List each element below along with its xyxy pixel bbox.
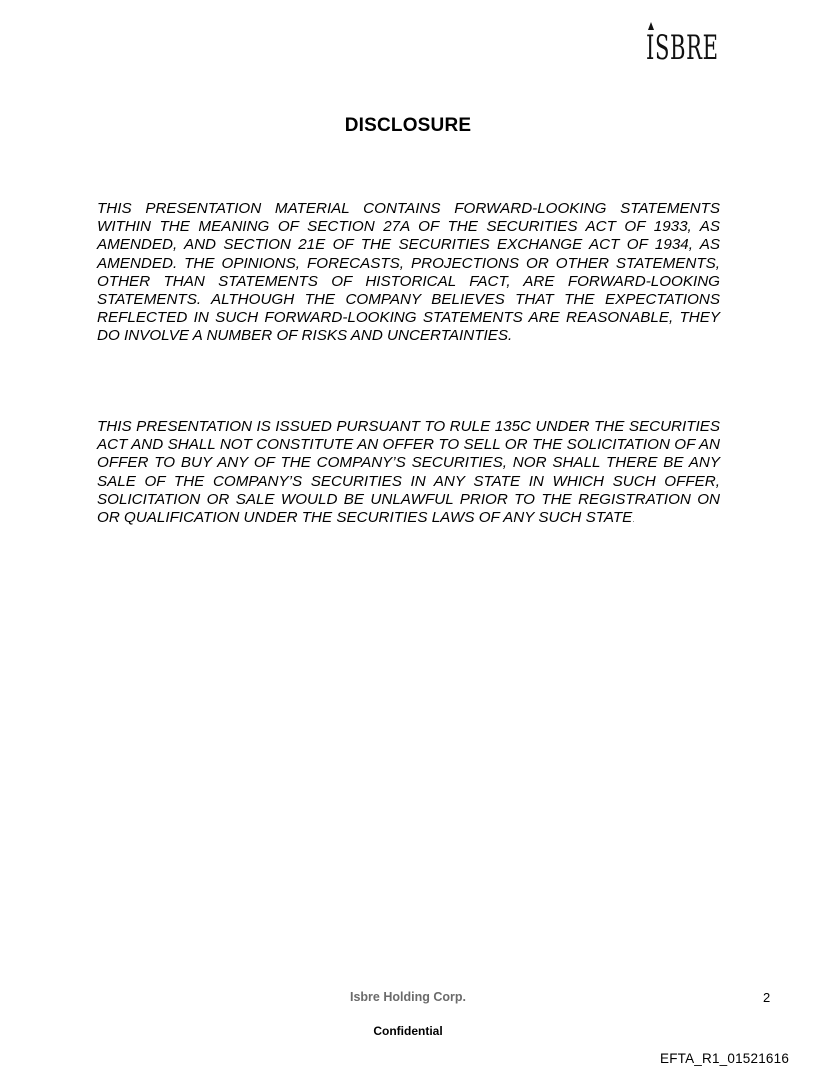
paragraph-2-period: . bbox=[632, 514, 635, 525]
document-id: EFTA_R1_01521616 bbox=[660, 1051, 790, 1066]
footer-company-name: Isbre Holding Corp. bbox=[350, 990, 466, 1004]
logo-text: ISBRE bbox=[646, 28, 719, 68]
page-number: 2 bbox=[763, 990, 771, 1005]
disclosure-paragraph-2-text: THIS PRESENTATION IS ISSUED PURSUANT TO RULE 135C UNDER THE SECURITIES ACT AND SHALL NOT CONSTITUTE AN OFFER TO SELL OR THE SOLICITATION OF AN OFFER TO BUY ANY OF THE COMPANY’S SECURITIES, NOR SHALL THERE BE ANY SALE OF THE COMPANY’S SECURITIES IN ANY STATE IN WHICH SUCH OFFER, SOLICITATION OR SALE WOULD BE UNLAWFUL PRIOR TO THE REGISTRATION ON OR QUALIFICATION UNDER THE SECURITIES LAWS OF ANY SUCH STATE bbox=[97, 418, 720, 527]
confidential-label: Confidential bbox=[373, 1024, 443, 1038]
page-title: DISCLOSURE bbox=[344, 115, 472, 136]
isbre-logo bbox=[640, 22, 730, 72]
disclosure-paragraph-2 bbox=[97, 418, 720, 528]
disclosure-paragraph-1: THIS PRESENTATION MATERIAL CONTAINS FORWARD-LOOKING STATEMENTS WITHIN THE MEANING OF SECTION 27A OF THE SECURITIES ACT OF 1933, AS AMENDED, AND SECTION 21E OF THE SECURITIES EXCHANGE ACT OF 1934, AS AMENDED. THE OPINIONS, FORECASTS, PROJECTIONS OR OTHER STATEMENTS, OTHER THAN STATEMENTS OF HISTORICAL FACT, ARE FORWARD-LOOKING STATEMENTS. ALTHOUGH THE COMPANY BELIEVES THAT THE EXPECTATIONS REFLECTED IN SUCH FORWARD-LOOKING STATEMENTS ARE REASONABLE, THEY DO INVOLVE A NUMBER OF RISKS AND UNCERTAINTIES. bbox=[97, 200, 720, 345]
